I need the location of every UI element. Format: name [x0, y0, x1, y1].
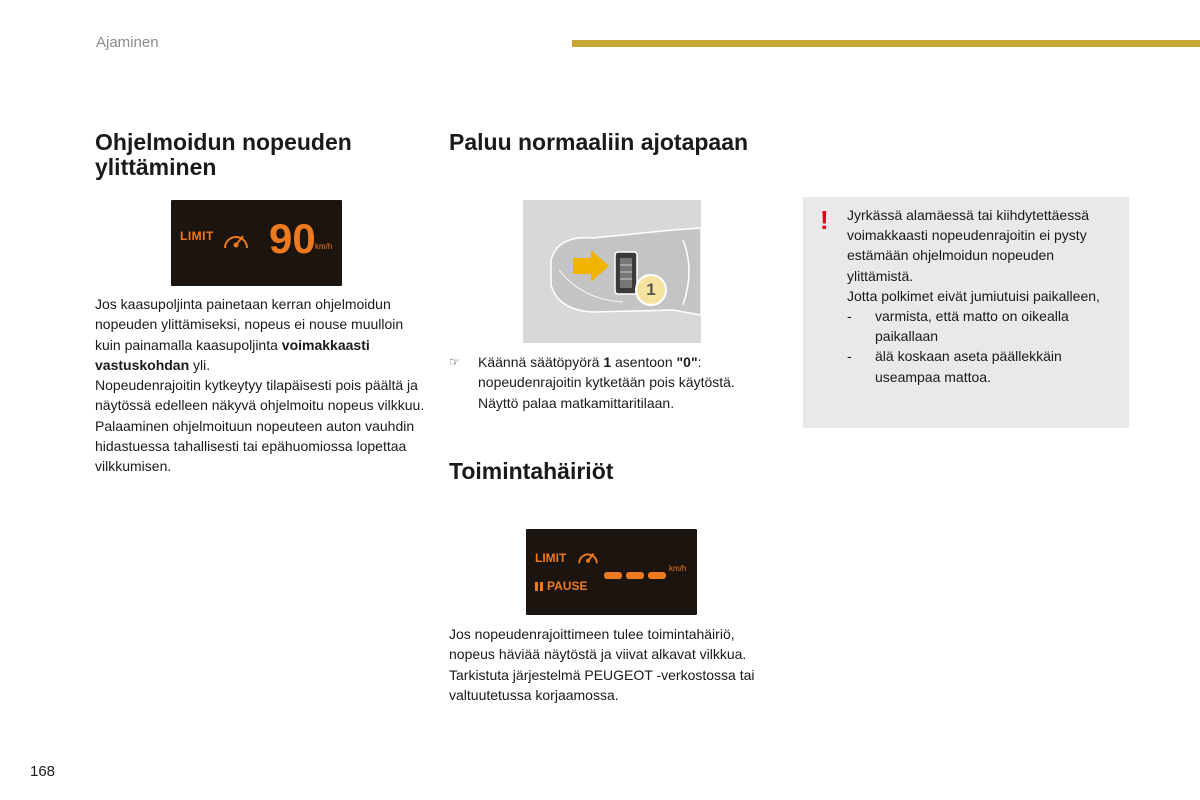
dash-2 [626, 572, 644, 579]
limit-label: LIMIT [535, 551, 567, 565]
speedometer-icon [221, 224, 251, 254]
paragraph: Jos kaasupoljinta painetaan kerran ohjelmoidun nopeuden ylittämiseksi, nopeus ei nouse muulloin kuin painamalla kaasupoljinta voimakkaasti vastuskohdan yli. [95, 296, 404, 373]
speedometer-icon [576, 544, 600, 568]
pause-label: PAUSE [547, 579, 588, 593]
speed-unit: km/h [669, 564, 687, 573]
list-item: - varmista, että matto on oikealla paikallaan [847, 308, 1069, 345]
dash-3 [648, 572, 666, 579]
instruction-item: ☞ Käännä säätöpyörä 1 asentoon "0": nopeudenrajoitin kytketään pois käytöstä. Näyttö palaa matkamittaritilaan. [449, 354, 735, 411]
overspeed-text [95, 294, 425, 477]
arrow-bullet-icon: ☞ [449, 355, 460, 369]
paragraph: Palaaminen ohjelmoituun nopeuteen auton vauhdin hidastuessa tahallisesti tai epähuomiossa lopettaa vilkkumisen. [95, 417, 415, 475]
limit-label: LIMIT [180, 229, 214, 243]
page-number: 168 [30, 763, 56, 780]
speed-limit-display-90 [171, 200, 342, 286]
paragraph: Jyrkässä alamäessä tai kiihdytettäessä voimakkaasti nopeudenrajoitin ei pysty estämään ohjelmoidun nopeuden ylittämistä. [847, 207, 1089, 284]
section-title-overspeed: Ohjelmoidun nopeuden ylittäminen [95, 129, 352, 180]
list-item: - älä koskaan aseta päällekkäin useampaa mattoa. [847, 348, 1062, 385]
header-accent-bar [572, 40, 1200, 47]
speed-limit-display-fault [526, 529, 697, 615]
speed-value: 90 [269, 215, 316, 262]
callout-number-1: 1 [635, 274, 667, 306]
paragraph: Tarkistuta järjestelmä PEUGEOT -verkostossa tai valtuutetussa korjaamossa. [449, 666, 755, 703]
malfunction-text [449, 624, 779, 705]
speed-unit: km/h [315, 242, 333, 251]
control-stalk-illustration [523, 200, 701, 343]
paragraph: Nopeudenrajoitin kytkeytyy tilapäisesti pois päältä ja näytössä edelleen näkyvä ohjelmoitu nopeus vilkkuu. [95, 377, 425, 414]
paragraph: Jotta polkimet eivät jumiutuisi paikalleen, [847, 287, 1100, 304]
paragraph: Jos nopeudenrajoittimeen tulee toimintahäiriö, nopeus häviää näytöstä ja viivat alkavat vilkkua. [449, 626, 747, 663]
control-stalk-figure [523, 200, 701, 343]
warning-note-text [847, 205, 1122, 387]
dash-1 [604, 572, 622, 579]
section-title-return: Paluu normaaliin ajotapaan [449, 129, 749, 155]
section-title-malfunction: Toimintahäiriöt [449, 458, 614, 484]
section-label: Ajaminen [96, 34, 159, 51]
warning-exclamation-icon: ! [820, 205, 829, 235]
pause-icon [535, 582, 545, 591]
